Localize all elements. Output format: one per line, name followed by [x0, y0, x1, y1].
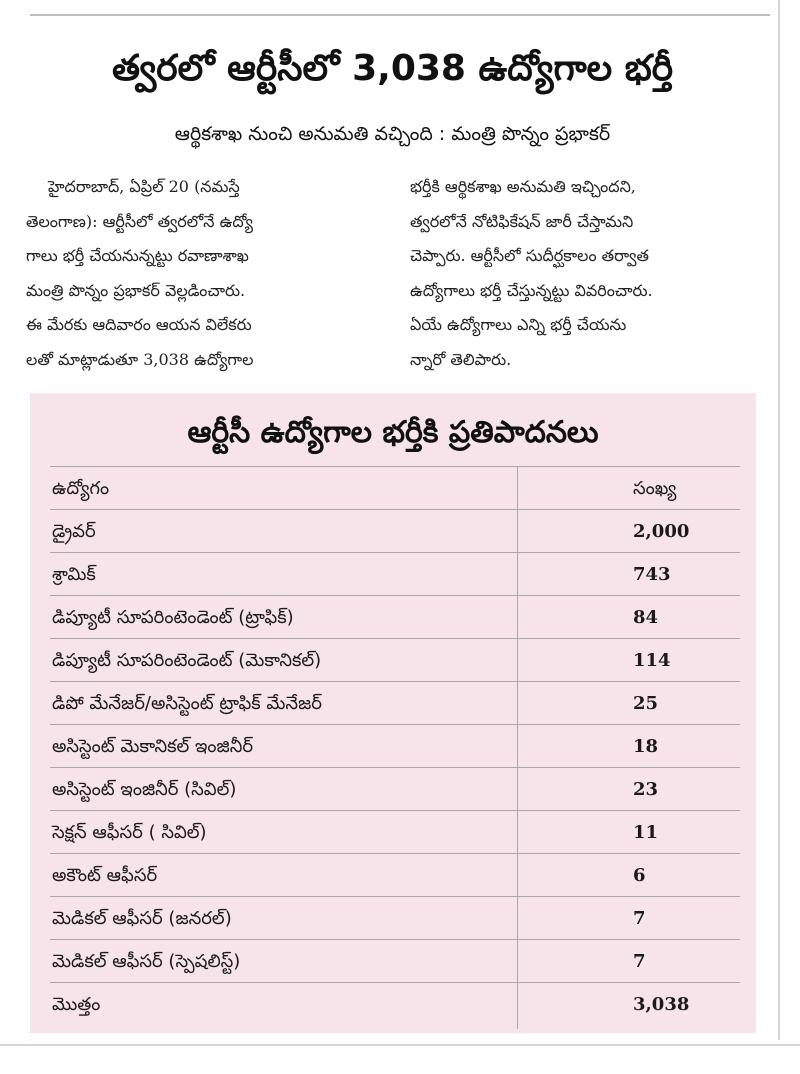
total-label: మొత్తం [52, 994, 101, 1015]
post-name: సెక్షన్ ఆఫీసర్ ( సివిల్) [52, 822, 207, 843]
body-line: న్నారో తెలిపారు. [410, 349, 512, 369]
table-title: ఆర్టీసీ ఉద్యోగాల భర్తీకి ప్రతిపాదనలు [187, 415, 599, 450]
column-divider [517, 466, 518, 1029]
headline: త్వరలో ఆర్టీసీలో 3,038 ఉద్యోగాల భర్తీ [111, 48, 674, 89]
article-body-left [26, 170, 391, 385]
top-divider [30, 14, 770, 16]
table-row [50, 853, 740, 897]
post-count: 25 [633, 693, 659, 714]
table-row [50, 595, 740, 639]
post-count: 23 [633, 779, 659, 800]
body-line: ఈ మేరకు ఆదివారం ఆయన విలేకరు [26, 315, 252, 334]
header-count: సంఖ్య [633, 478, 677, 499]
post-name: అకౌంట్ ఆఫీసర్ [52, 865, 158, 886]
table-row [50, 724, 740, 768]
body-line: చెప్పారు. ఆర్టీసీలో సుదీర్ఘకాలం తర్వాత [410, 246, 649, 265]
total-count: 3,038 [633, 994, 690, 1015]
table-row [50, 810, 740, 854]
table-total-row [50, 982, 740, 1026]
body-line: మంత్రి పొన్నం ప్రభాకర్ వెల్లడించారు. [26, 280, 246, 300]
post-name: అసిస్టెంట్ మెకానికల్ ఇంజినీర్ [52, 736, 254, 757]
table-row [50, 767, 740, 811]
post-count: 7 [633, 951, 646, 972]
post-count: 11 [633, 822, 659, 843]
header-post: ఉద్యోగం [52, 478, 110, 499]
body-line: భర్తీకి ఆర్థికశాఖ అనుమతి ఇచ్చిందని, [410, 177, 636, 196]
body-line: లతో మాట్లాడుతూ 3,038 ఉద్యోగాల [26, 349, 254, 369]
subheadline: ఆర్థికశాఖ నుంచి అనుమతి వచ్చింది : మంత్రి పొన్నం ప్రభాకర్ [174, 123, 611, 145]
recruitment-table-box [30, 393, 756, 1033]
post-name: మెడికల్ ఆఫీసర్ (స్పెషలిస్ట్) [52, 951, 241, 972]
post-name: మెడికల్ ఆఫీసర్ (జనరల్) [52, 908, 232, 929]
post-name: శ్రామిక్ [52, 564, 96, 585]
post-name: అసిస్టెంట్ ఇంజినీర్ (సివిల్) [52, 779, 237, 800]
post-name: డిపో మేనేజర్/అసిస్టెంట్ ట్రాఫిక్ మేనేజర్ [52, 693, 322, 714]
post-name: డ్రైవర్ [52, 521, 96, 542]
table-row [50, 939, 740, 983]
table-header-row [50, 466, 740, 510]
post-count: 114 [633, 650, 671, 671]
body-line: ఉద్యోగాలు భర్తీ చేస్తున్నట్టు వివరించారు. [410, 280, 653, 300]
body-line: గాలు భర్తీ చేయనున్నట్టు రవాణాశాఖ [26, 246, 249, 265]
body-line: ఏయే ఉద్యోగాలు ఎన్ని భర్తీ చేయను [410, 315, 627, 334]
table-row [50, 638, 740, 682]
recruitment-table [50, 466, 740, 1031]
post-name: డిప్యూటీ సూపరింటెండెంట్ (ట్రాఫిక్) [52, 607, 294, 628]
article-body-right [410, 170, 775, 385]
table-row [50, 552, 740, 596]
post-count: 743 [633, 564, 671, 585]
table-row [50, 681, 740, 725]
right-divider [778, 0, 780, 1040]
body-line: త్వరలోనే నోటిఫికేషన్ జారీ చేస్తామని [410, 211, 634, 231]
bottom-divider [0, 1044, 800, 1046]
body-line: హైదరాబాద్, ఏప్రిల్ 20 (నమస్తే [48, 177, 240, 196]
post-count: 84 [633, 607, 659, 628]
table-row [50, 896, 740, 940]
post-count: 2,000 [633, 521, 690, 542]
post-count: 7 [633, 908, 646, 929]
table-row [50, 509, 740, 553]
post-count: 6 [633, 865, 646, 886]
body-line: తెలంగాణ): ఆర్టీసీలో త్వరలోనే ఉద్యో [26, 211, 253, 231]
post-count: 18 [633, 736, 659, 757]
post-name: డిప్యూటీ సూపరింటెండెంట్ (మెకానికల్) [52, 650, 322, 671]
